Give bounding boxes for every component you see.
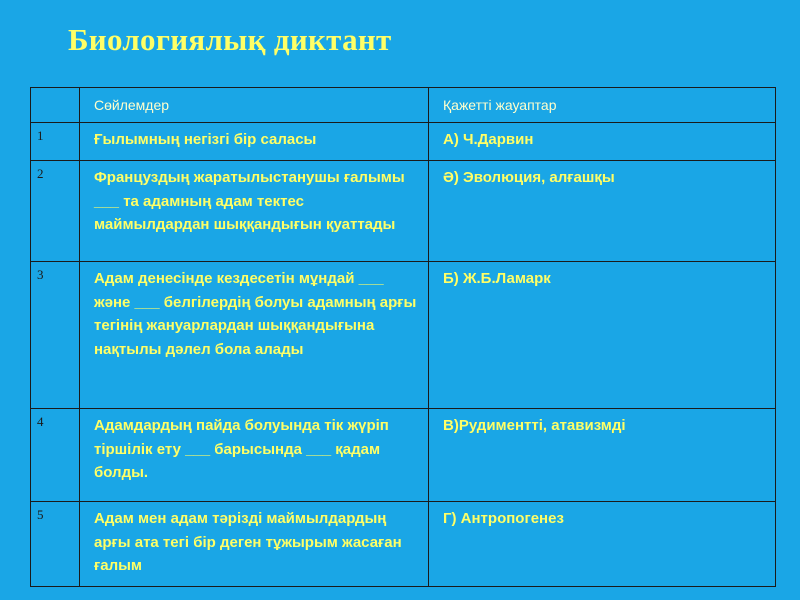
row-number: 5	[37, 507, 44, 522]
sentence-cell	[80, 409, 429, 502]
answer-cell	[429, 262, 776, 409]
sentence-cell	[80, 123, 429, 161]
answer-text: Ә) Эволюция, алғашқы	[443, 169, 615, 186]
sentence-text: Адам денесінде кездесетін мұндай ___ және ___ белгілердің болуы адамның арғы тегінің жануарлардан шыққандығына нақтылы дәлел бола алады	[94, 270, 417, 358]
row-num-cell	[31, 161, 80, 262]
table-row	[31, 123, 776, 161]
row-num-cell	[31, 123, 80, 161]
answer-cell	[429, 123, 776, 161]
answer-text: В)Рудиментті, атавизмді	[443, 417, 626, 434]
table-header-row	[31, 88, 776, 123]
sentence-text: Адам мен адам тәрізді маймылдардың арғы ата тегі бір деген тұжырым жасаған ғалым	[94, 510, 402, 574]
answer-cell	[429, 161, 776, 262]
table-row	[31, 409, 776, 502]
sentence-text: Адамдардың пайда болуында тік жүріп тіршілік ету ___ барысында ___ қадам болды.	[94, 417, 389, 481]
answer-cell	[429, 409, 776, 502]
row-num-cell	[31, 409, 80, 502]
table-row	[31, 161, 776, 262]
answer-text: А) Ч.Дарвин	[443, 131, 534, 148]
table-row	[31, 262, 776, 409]
sentence-cell	[80, 161, 429, 262]
row-number: 4	[37, 414, 44, 429]
row-num-cell	[31, 262, 80, 409]
row-number: 2	[37, 166, 44, 181]
row-number: 3	[37, 267, 44, 282]
answer-text: Г) Антропогенез	[443, 510, 564, 527]
header-num-cell	[31, 88, 80, 123]
answer-text: Б) Ж.Б.Ламарк	[443, 270, 551, 287]
sentence-cell	[80, 502, 429, 587]
header-num	[31, 88, 79, 93]
answer-cell	[429, 502, 776, 587]
row-number: 1	[37, 128, 44, 143]
sentence-text: Француздың жаратылыстанушы ғалымы ___ та адамның адам тектес маймылдардан шыққандығын қуаттады	[94, 169, 405, 233]
sentence-cell	[80, 262, 429, 409]
table-row	[31, 502, 776, 587]
sentence-text: Ғылымның негізгі бір саласы	[94, 131, 317, 148]
column-header-answers: Қажетті жауаптар	[443, 97, 557, 113]
dictation-table	[30, 87, 776, 587]
header-sentences-cell	[80, 88, 429, 123]
row-num-cell	[31, 502, 80, 587]
column-header-sentences: Сөйлемдер	[94, 97, 170, 113]
page-title: Биологиялық диктант	[68, 22, 392, 57]
header-answers-cell	[429, 88, 776, 123]
